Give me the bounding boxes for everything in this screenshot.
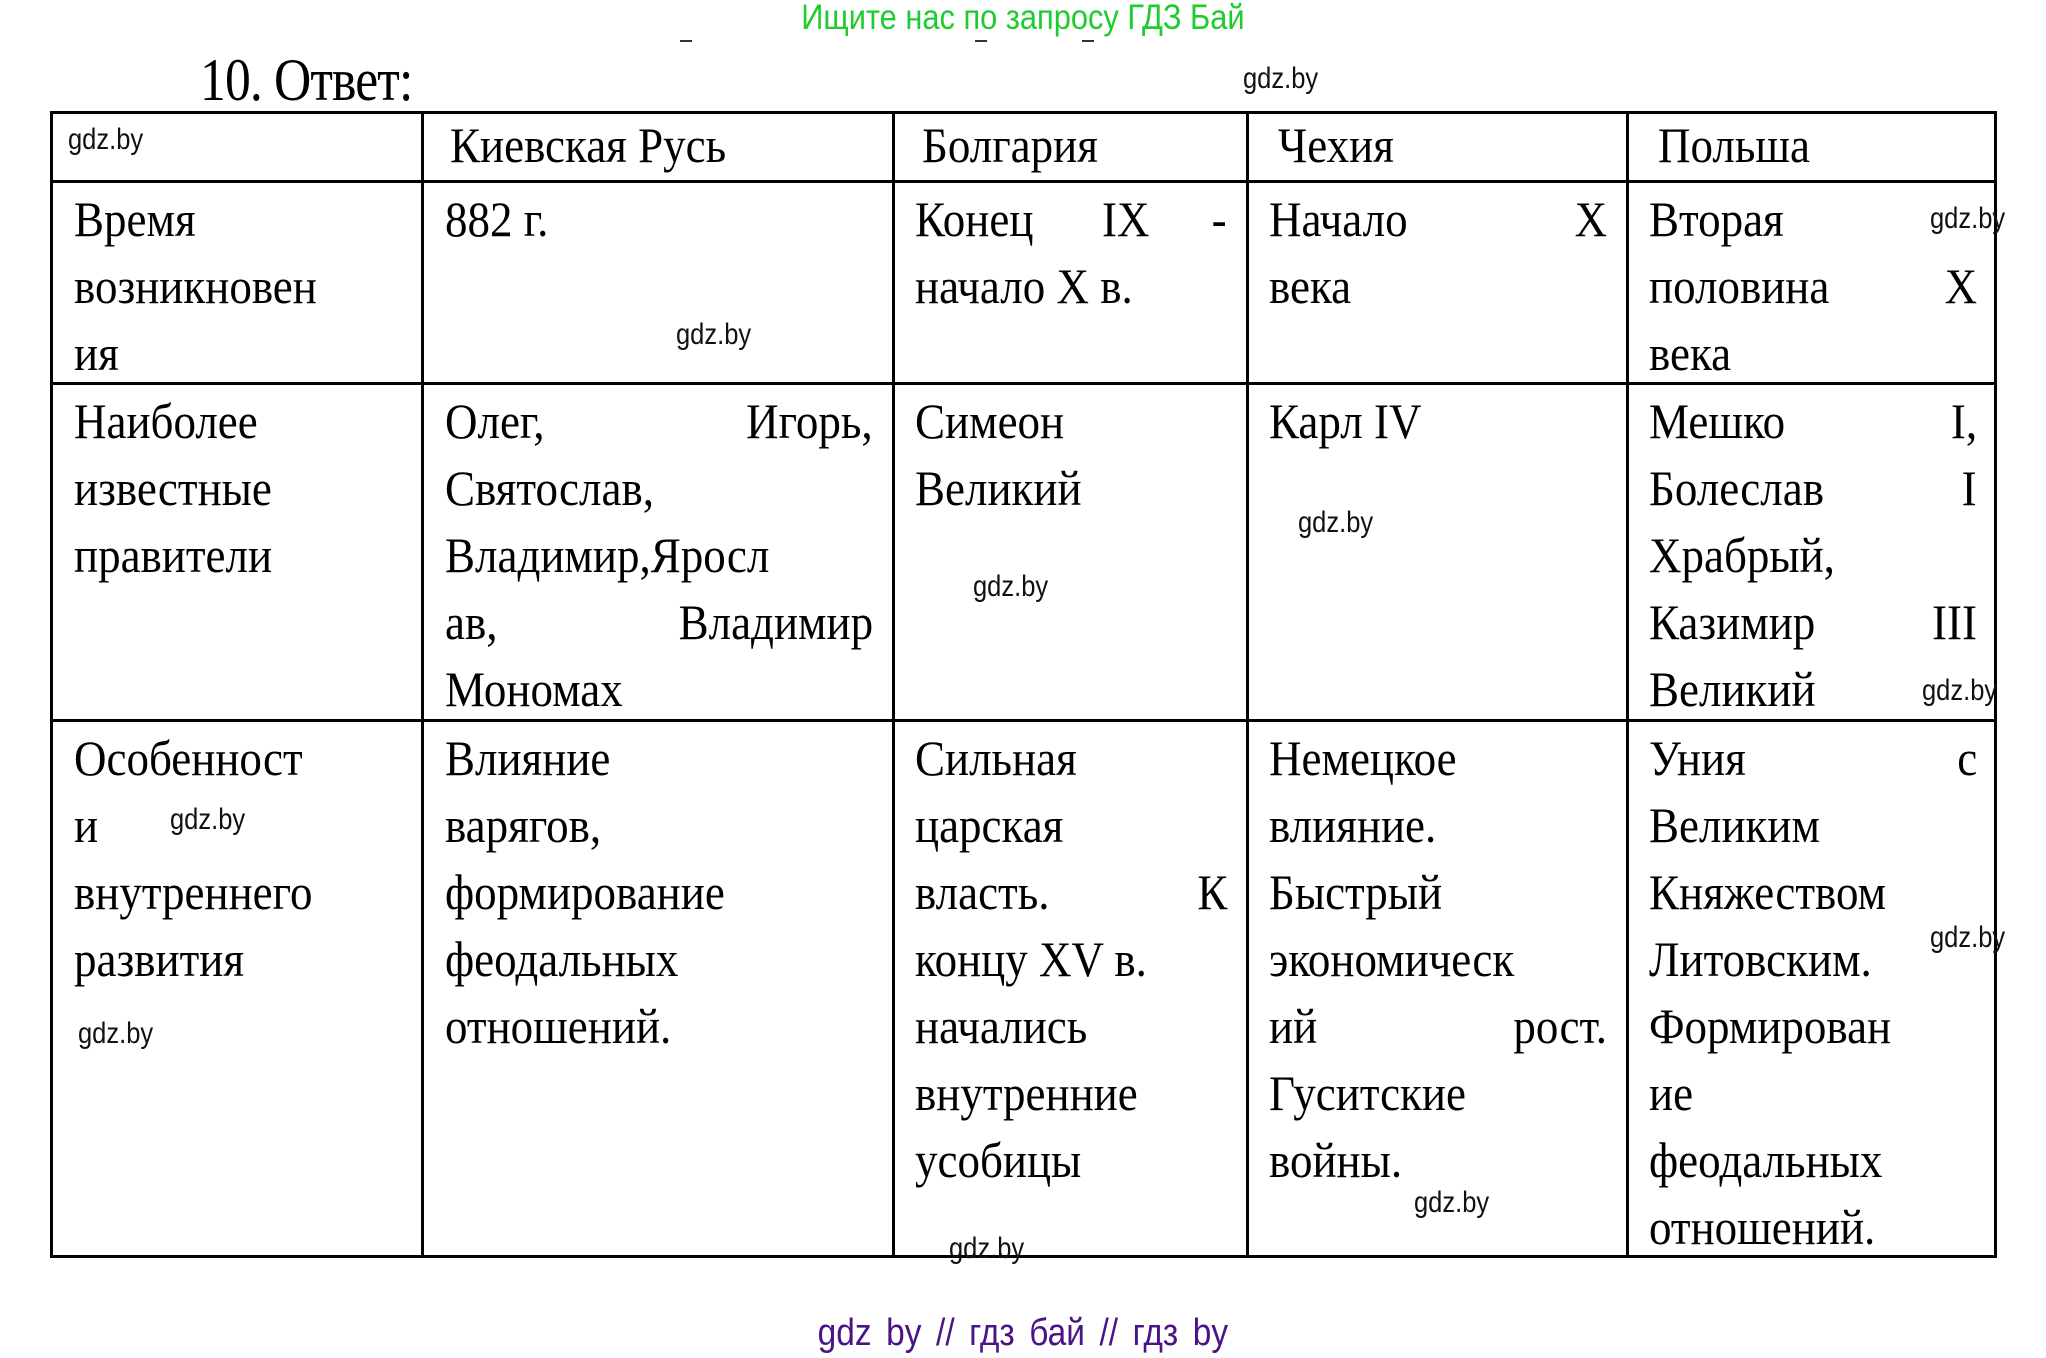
watermark: gdz.by: [1922, 674, 1998, 707]
promo-banner: Ищите нас по запросу ГДЗ Бай: [801, 0, 1245, 37]
footer-links: gdz by // гдз бай // гдз by: [817, 1312, 1229, 1354]
cell-text-line: войны.: [1269, 1132, 1403, 1188]
cell-text-line: Вторая: [1649, 191, 1784, 247]
cell-text-line: Гуситские: [1269, 1065, 1466, 1121]
artifact-dash: [975, 40, 987, 42]
cell-text-line: Уния с: [1649, 730, 1977, 786]
table-cell: [1649, 388, 1977, 723]
column-divider: [1246, 111, 1249, 1258]
watermark: gdz.by: [676, 318, 752, 351]
cell-text-line: власть. К: [915, 864, 1227, 920]
cell-text-line: Мономах: [445, 661, 623, 717]
cell-text-line: усобицы: [915, 1132, 1082, 1188]
cell-text-line: Симеон: [915, 393, 1065, 449]
cell-text-line: Храбрый,: [1649, 527, 1835, 583]
cell-text-line: Болеслав I: [1649, 460, 1977, 516]
column-header-poland: Польша: [1658, 117, 1811, 173]
cell-text-line: 882 г.: [445, 191, 549, 247]
cell-text-line: Владимир,Яросл: [445, 527, 770, 583]
cell-text-line: ие: [1649, 1065, 1694, 1121]
row-divider: [50, 180, 1997, 183]
cell-text-line: варягов,: [445, 797, 602, 853]
artifact-dash: [1082, 40, 1094, 42]
column-header-kievan-rus: Киевская Русь: [450, 117, 727, 173]
cell-text-line: ав, Владимир: [445, 594, 873, 650]
watermark: gdz.by: [949, 1232, 1025, 1265]
table-cell: [1649, 725, 1977, 1261]
row-label: Время возникновен ия: [74, 191, 317, 381]
cell-text-line: начало X в.: [915, 258, 1133, 314]
cell-text-line: концу XV в.: [915, 931, 1147, 987]
cell-text-line: Формирован: [1649, 998, 1892, 1054]
watermark: gdz.by: [973, 570, 1049, 603]
cell-text-line: отношений.: [1649, 1199, 1876, 1255]
watermark: gdz.by: [78, 1017, 154, 1050]
cell-text-line: царская: [915, 797, 1064, 853]
cell-text-line: Великим: [1649, 797, 1820, 853]
cell-text-line: Казимир III: [1649, 594, 1977, 650]
row-label: Особенност и внутреннего развития: [74, 730, 313, 987]
table-cell: [915, 388, 1227, 522]
watermark: gdz.by: [1243, 62, 1319, 95]
cell-text-line: Быстрый: [1269, 864, 1443, 920]
cell-text-line: Сильная: [915, 730, 1077, 786]
page-title: 10. Ответ:: [200, 47, 413, 113]
watermark: gdz.by: [1930, 921, 2006, 954]
cell-text-line: влияние.: [1269, 797, 1437, 853]
table-cell: [445, 388, 873, 723]
cell-text-line: Литовским.: [1649, 931, 1872, 987]
cell-text-line: феодальных: [1649, 1132, 1883, 1188]
cell-text-line: Святослав,: [445, 460, 654, 516]
table-cell: [915, 186, 1227, 320]
cell-text-line: формирование: [445, 864, 725, 920]
artifact-dash: [680, 40, 692, 42]
row-label: Наиболее известные правители: [74, 393, 273, 583]
watermark: gdz.by: [1414, 1186, 1490, 1219]
watermark: gdz.by: [1930, 202, 2006, 235]
cell-text-line: половина X: [1649, 258, 1977, 314]
table-cell: [445, 186, 873, 253]
cell-text-line: Карл IV: [1269, 393, 1422, 449]
column-header-bulgaria: Болгария: [922, 117, 1098, 173]
cell-text-line: века: [1649, 325, 1732, 381]
cell-text-line: Великий: [915, 460, 1082, 516]
column-divider: [892, 111, 895, 1258]
cell-text-line: Мешко I,: [1649, 393, 1977, 449]
cell-text-line: отношений.: [445, 998, 672, 1054]
cell-text-line: Олег, Игорь,: [445, 393, 873, 449]
watermark: gdz.by: [1298, 506, 1374, 539]
watermark: gdz.by: [170, 803, 246, 836]
table-cell: [1269, 725, 1607, 1194]
cell-text-line: феодальных: [445, 931, 679, 987]
column-divider: [1626, 111, 1629, 1258]
table-cell: [915, 725, 1227, 1194]
cell-text-line: Княжеством: [1649, 864, 1887, 920]
column-header-czechia: Чехия: [1278, 117, 1394, 173]
table-cell: [1649, 186, 1977, 387]
cell-text-line: Немецкое: [1269, 730, 1457, 786]
cell-text-line: Великий: [1649, 661, 1816, 717]
cell-text-line: ий рост.: [1269, 998, 1607, 1054]
cell-text-line: начались: [915, 998, 1088, 1054]
cell-text-line: внутренние: [915, 1065, 1138, 1121]
table-cell: [1269, 186, 1607, 320]
cell-text-line: века: [1269, 258, 1352, 314]
header-watermark: gdz.by: [68, 123, 144, 156]
column-divider: [421, 111, 424, 1258]
cell-text-line: Конец IX -: [915, 191, 1227, 247]
table-cell: [1269, 388, 1607, 455]
cell-text-line: экономическ: [1269, 931, 1515, 987]
table-cell: [445, 725, 873, 1060]
cell-text-line: Начало X: [1269, 191, 1607, 247]
cell-text-line: Влияние: [445, 730, 611, 786]
